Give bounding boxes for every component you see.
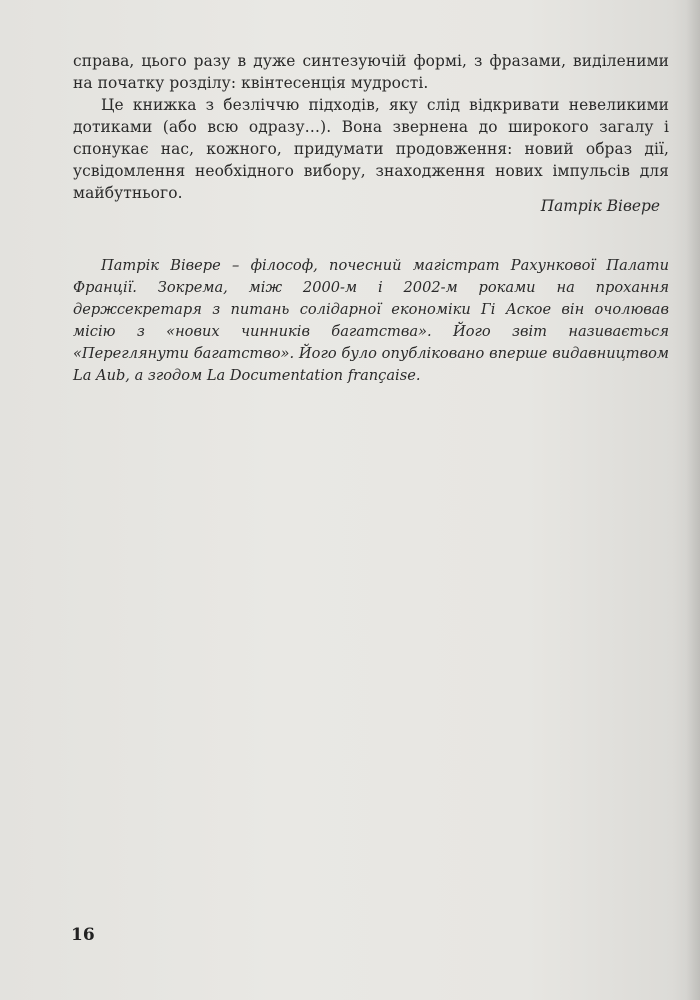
author-signature: Патрік Вівере — [540, 197, 660, 215]
author-bio: Патрік Вівере – філософ, почесний магістрат Рахункової Палати Франції. Зокрема, між 2000-м і 2002-м роками на прохання держсекретаря з питань солідарної економіки Гі Аское він очолював місію з «нових чинників багатства». Його звіт називається «Переглянути багатство». Його було опубліковано вперше видавництвом La Aub, а згодом La Documentation française. — [73, 257, 669, 384]
page-edge-shadow — [686, 0, 700, 1000]
page-number: 16 — [71, 925, 95, 945]
paragraph-continued: справа, цього разу в дуже синтезуючій формі, з фразами, виділеними на початку розділу: квінтесенція мудрості. — [73, 52, 669, 92]
main-text — [73, 50, 669, 204]
paragraph-book-description: Це книжка з безліччю підходів, яку слід відкривати невеликими дотиками (або всю одразу…). Вона звернена до широкого загалу і спонукає нас, кожного, придумати продовження: новий образ дії, усвідомлення необхідного вибору, знаходження нових імпульсів для майбутнього. — [73, 96, 669, 202]
